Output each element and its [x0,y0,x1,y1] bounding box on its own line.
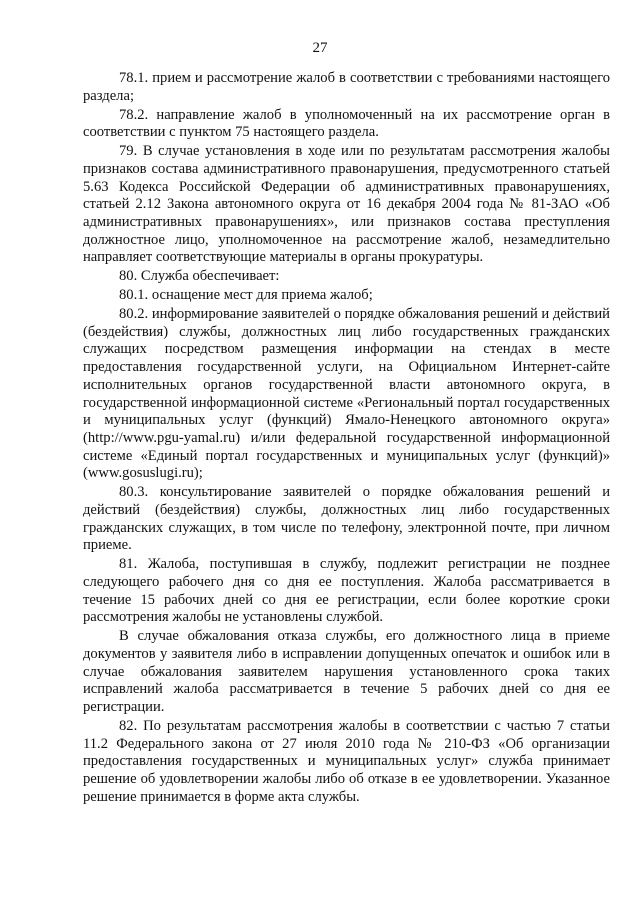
page-number: 27 [312,40,328,56]
document-body [83,70,610,808]
paragraph-78-1: 78.1. прием и рассмотрение жалоб в соответствии с требованиями настоящего раздела; [83,70,610,104]
paragraph-80-3: 80.3. консультирование заявителей о порядке обжалования решений и действий (бездействия) службы, должностных лиц либо государственных гражданских служащих, в том числе по телефону, электронной почте, при личном приеме. [83,484,610,554]
paragraph-80-2: 80.2. информирование заявителей о порядке обжалования решений и действий (бездействия) службы, должностных лиц либо государственных гражданских служащих посредством размещения информации на стендах в месте предоставления государственной услуги, на Официальном Интернет-сайте исполнительных органов государственной власти автономного округа, в государственной информационной системе «Региональный портал государственных и муниципальных услуг (функций) Ямало-Ненецкого автономного округа» (http://www.pgu-yamal.ru) и/или федеральной государственной информационной системе «Единый портал государственных и муниципальных услуг (функций)» (www.gosuslugi.ru); [83,306,610,482]
paragraph-80: 80. Служба обеспечивает: [119,268,280,285]
paragraph-78-2: 78.2. направление жалоб в уполномоченный на их рассмотрение орган в соответствии с пунктом 75 настоящего раздела. [83,106,610,141]
paragraph-81-appeal: В случае обжалования отказа службы, его должностного лица в приеме документов у заявителя либо в исправлении допущенных опечаток и ошибок или в случае обжалования заявителем нарушения установленного срока таких исправлений жалоба рассматривается в течение 5 рабочих дней со дня ее регистрации. [83,628,610,716]
paragraph-82: 82. По результатам рассмотрения жалобы в соответствии с частью 7 статьи 11.2 Федерального закона от 27 июля 2010 года № 210-ФЗ «Об организации предоставления государственных и муниципальных услуг» служба принимает решение об удовлетворении жалобы либо об отказе в ее удовлетворении. Указанное решение принимается в форме акта службы. [83,718,610,805]
paragraph-81: 81. Жалоба, поступившая в службу, подлежит регистрации не позднее следующего рабочего дня со дня ее поступления. Жалоба рассматривается в течение 15 рабочих дней со дня ее регистрации, если более короткие сроки рассмотрения жалобы не установлены службой. [83,556,610,626]
paragraph-80-1: 80.1. оснащение мест для приема жалоб; [119,287,373,304]
paragraph-79: 79. В случае установления в ходе или по результатам рассмотрения жалобы признаков состава административного правонарушения, предусмотренного статьей 5.63 Кодекса Российской Федерации об административных правонарушениях, статьей 2.12 Закона автономного округа от 16 декабря 2004 года № 81-ЗАО «Об административных правонарушениях», или признаков состава преступления должностное лицо, уполномоченное на рассмотрение жалоб, незамедлительно направляет соответствующие материалы в органы прокуратуры. [83,143,610,266]
